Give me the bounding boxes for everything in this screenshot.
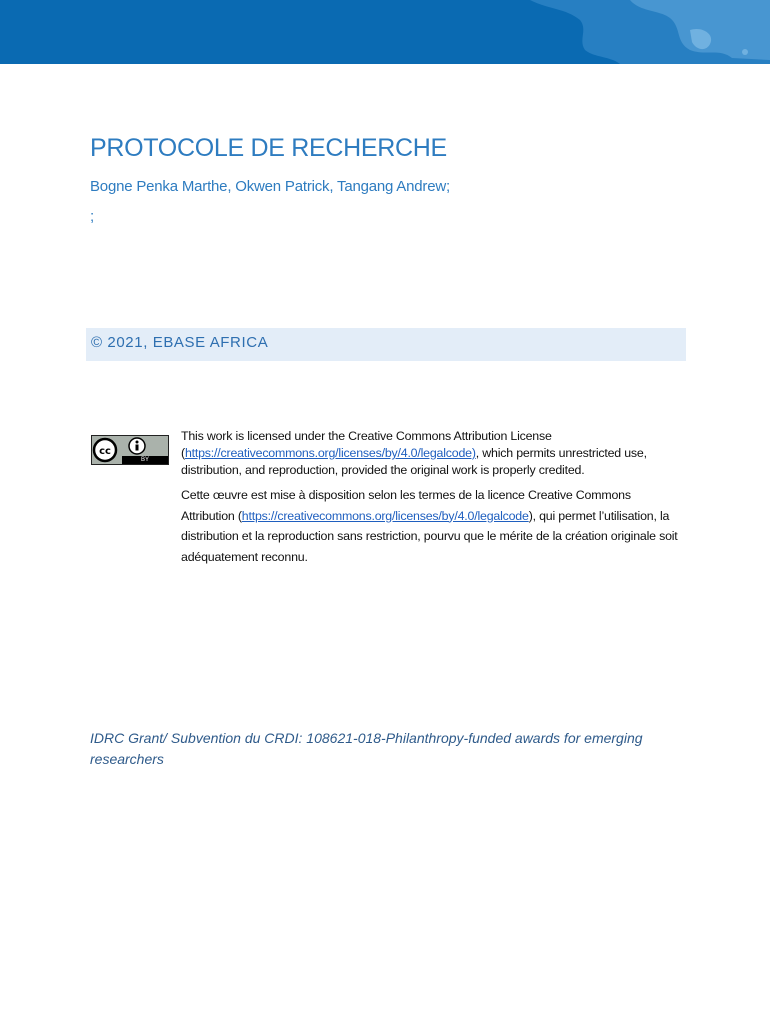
grant-statement: IDRC Grant/ Subvention du CRDI: 108621-018-Philanthropy-funded awards for emerging researchers: [90, 730, 643, 767]
cc-by-label: BY: [122, 456, 168, 464]
license-text: [181, 428, 686, 573]
authors: Bogne Penka Marthe, Okwen Patrick, Tangang Andrew;: [90, 178, 450, 195]
copyright-band: [86, 328, 686, 361]
license-link-en[interactable]: https://creativecommons.org/licenses/by/4.0/legalcode): [184, 446, 476, 460]
cc-by-license-icon: [91, 435, 169, 465]
copyright-notice: © 2021, EBASE AFRICA: [91, 334, 269, 351]
authors-extra: ;: [90, 208, 95, 225]
header-banner: [0, 0, 770, 64]
license-english: This work is licensed under the Creative Commons Attribution License (https://creativecommons.org/licenses/by/4.0/legalcode), which permits unrestricted use, distribution, and reproduction, provided the original work is properly credited.: [181, 429, 647, 477]
license-link-fr[interactable]: https://creativecommons.org/licenses/by/4.0/legalcode: [241, 508, 529, 523]
svg-text:cc: cc: [99, 446, 111, 457]
world-map-graphic: [470, 0, 770, 64]
document-title: PROTOCOLE DE RECHERCHE: [90, 134, 447, 162]
license-french: Cette œuvre est mise à disposition selon les termes de la licence Creative Commons Attribution (https://creativecommons.org/licenses/by/4.0/legalcode), qui permet l’utilisation, la distribution et la reproduction sans restriction, pourvu que le mérite de la création originale soit adéquatement reconnu.: [181, 488, 678, 564]
